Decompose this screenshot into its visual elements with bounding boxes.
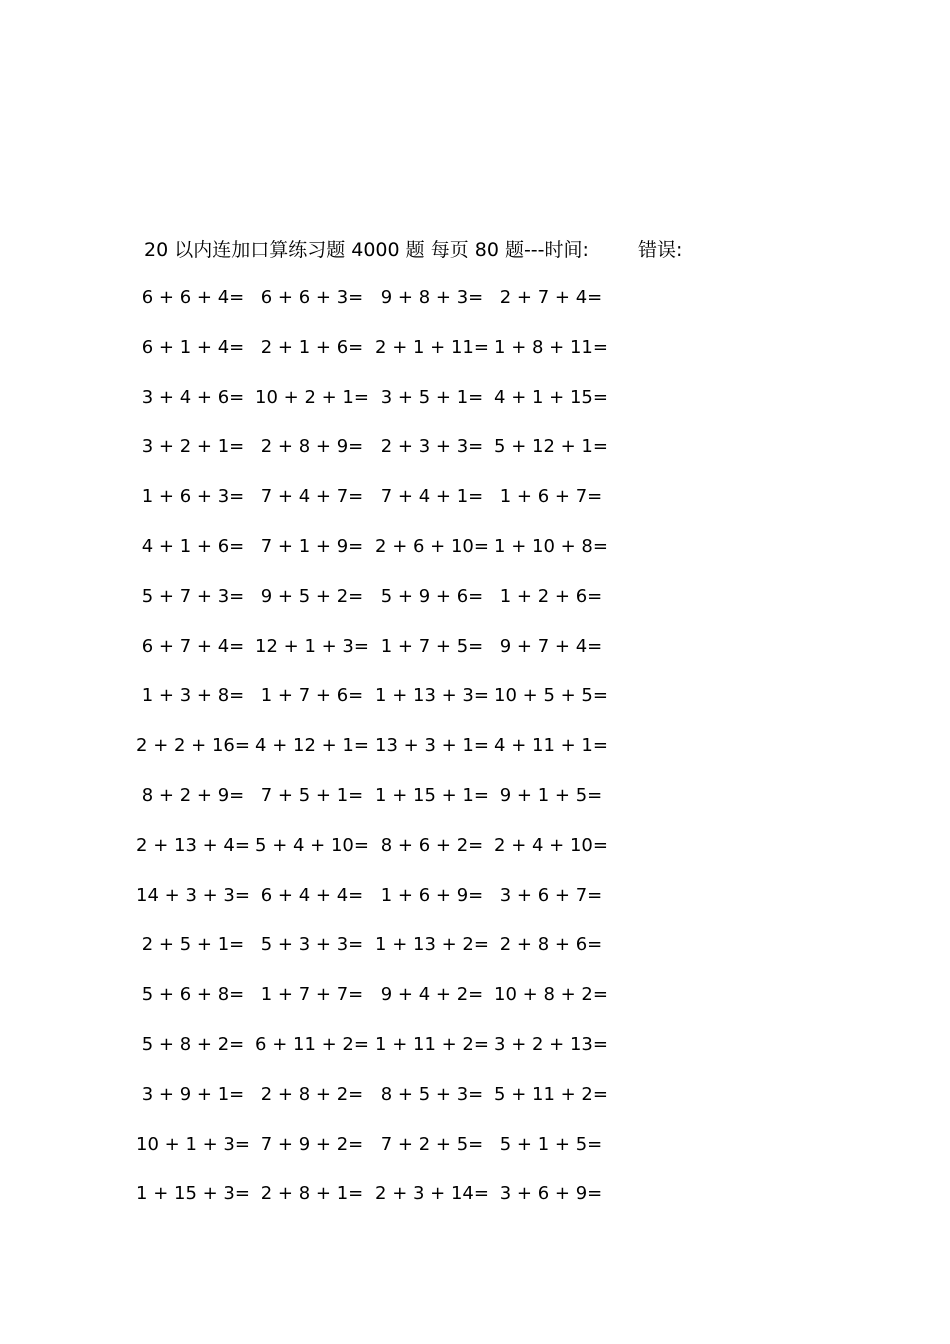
- problem-item: 10 + 2 + 1=: [255, 386, 369, 408]
- problem-row: [136, 1180, 664, 1230]
- error-count-label: 错误:: [638, 239, 683, 261]
- problem-item: 4 + 11 + 1=: [494, 735, 608, 757]
- problem-item: 6 + 11 + 2=: [255, 1033, 369, 1055]
- problem-item: 6 + 6 + 4=: [141, 287, 245, 308]
- problem-item: 1 + 3 + 8=: [141, 685, 245, 707]
- problem-item: 10 + 1 + 3=: [136, 1133, 250, 1155]
- problem-item: 2 + 13 + 4=: [136, 834, 250, 856]
- problem-row: [141, 633, 664, 683]
- problem-item: 6 + 4 + 4=: [260, 884, 364, 906]
- problem-item: 2 + 8 + 2=: [260, 1083, 364, 1105]
- problem-item: 12 + 1 + 3=: [255, 635, 369, 657]
- problem-item: 1 + 13 + 3=: [375, 685, 489, 707]
- problem-item: 5 + 1 + 5=: [499, 1133, 603, 1155]
- problem-item: 9 + 1 + 5=: [499, 784, 603, 806]
- problem-item: 1 + 15 + 3=: [136, 1183, 250, 1205]
- problem-item: 14 + 3 + 3=: [136, 884, 250, 906]
- problem-item: 2 + 3 + 14=: [375, 1183, 489, 1205]
- problem-item: 10 + 8 + 2=: [494, 984, 608, 1006]
- problem-item: 8 + 6 + 2=: [380, 834, 484, 856]
- problem-row: [141, 583, 664, 633]
- problem-item: 6 + 7 + 4=: [141, 635, 245, 657]
- problem-item: 9 + 8 + 3=: [380, 287, 484, 308]
- problem-item: 5 + 12 + 1=: [494, 436, 608, 458]
- problem-row: [141, 533, 664, 583]
- problem-item: 9 + 7 + 4=: [499, 635, 603, 657]
- problem-row: [141, 931, 664, 981]
- problem-item: 6 + 6 + 3=: [260, 287, 364, 308]
- problem-row: [141, 981, 664, 1031]
- problem-item: 1 + 15 + 1=: [375, 784, 489, 806]
- problem-item: 5 + 6 + 8=: [141, 984, 245, 1006]
- problem-item: 13 + 3 + 1=: [375, 735, 489, 757]
- problem-item: 3 + 2 + 13=: [494, 1033, 608, 1055]
- problem-item: 4 + 1 + 6=: [141, 535, 245, 557]
- problem-row: [141, 483, 664, 533]
- problem-item: 3 + 5 + 1=: [380, 386, 484, 408]
- problem-row: [141, 284, 664, 334]
- problem-item: 1 + 13 + 2=: [375, 934, 489, 956]
- problem-row: [141, 1081, 664, 1131]
- problem-item: 6 + 1 + 4=: [141, 336, 245, 358]
- worksheet-title: 20 以内连加口算练习题 4000 题 每页 80 题---时间:: [144, 239, 589, 261]
- problem-row: [136, 832, 664, 882]
- problem-item: 2 + 7 + 4=: [499, 287, 603, 308]
- problem-item: 2 + 5 + 1=: [141, 934, 245, 956]
- problem-row: [136, 882, 664, 932]
- problem-item: 2 + 8 + 9=: [260, 436, 364, 458]
- problem-item: 3 + 2 + 1=: [141, 436, 245, 458]
- problem-item: 1 + 7 + 5=: [380, 635, 484, 657]
- problem-item: 1 + 8 + 11=: [494, 336, 608, 358]
- problem-item: 2 + 3 + 3=: [380, 436, 484, 458]
- problem-item: 8 + 5 + 3=: [380, 1083, 484, 1105]
- problem-item: 9 + 4 + 2=: [380, 984, 484, 1006]
- problem-item: 2 + 1 + 6=: [260, 336, 364, 358]
- problem-item: 1 + 2 + 6=: [499, 585, 603, 607]
- problem-item: 2 + 2 + 16=: [136, 735, 250, 757]
- problem-item: 5 + 8 + 2=: [141, 1033, 245, 1055]
- problem-item: 5 + 9 + 6=: [380, 585, 484, 607]
- problem-item: 7 + 9 + 2=: [260, 1133, 364, 1155]
- problem-item: 7 + 1 + 9=: [260, 535, 364, 557]
- problem-item: 1 + 10 + 8=: [494, 535, 608, 557]
- problem-row: [141, 334, 664, 384]
- worksheet-header: [144, 236, 683, 264]
- problem-item: 5 + 11 + 2=: [494, 1083, 608, 1105]
- problem-item: 5 + 3 + 3=: [260, 934, 364, 956]
- problem-item: 10 + 5 + 5=: [494, 685, 608, 707]
- problem-item: 1 + 7 + 6=: [260, 685, 364, 707]
- problem-item: 1 + 6 + 3=: [141, 486, 245, 508]
- problem-item: 1 + 7 + 7=: [260, 984, 364, 1006]
- problem-row: [141, 384, 664, 434]
- problem-item: 4 + 1 + 15=: [494, 386, 608, 408]
- problem-item: 2 + 8 + 6=: [499, 934, 603, 956]
- problem-item: 1 + 6 + 9=: [380, 884, 484, 906]
- problem-row: [141, 782, 664, 832]
- problem-item: 9 + 5 + 2=: [260, 585, 364, 607]
- problem-item: 2 + 1 + 11=: [375, 336, 489, 358]
- problem-item: 5 + 7 + 3=: [141, 585, 245, 607]
- problem-item: 4 + 12 + 1=: [255, 735, 369, 757]
- problem-item: 5 + 4 + 10=: [255, 834, 369, 856]
- problem-item: 3 + 4 + 6=: [141, 386, 245, 408]
- problem-item: 7 + 2 + 5=: [380, 1133, 484, 1155]
- problem-item: 3 + 6 + 9=: [499, 1183, 603, 1205]
- problem-item: 2 + 6 + 10=: [375, 535, 489, 557]
- problem-item: 7 + 4 + 1=: [380, 486, 484, 508]
- problem-item: 8 + 2 + 9=: [141, 784, 245, 806]
- problem-row: [141, 1031, 664, 1081]
- problem-item: 1 + 11 + 2=: [375, 1033, 489, 1055]
- problem-row: [136, 732, 664, 782]
- problem-row: [141, 682, 664, 732]
- problem-row: [141, 433, 664, 483]
- problem-item: 3 + 6 + 7=: [499, 884, 603, 906]
- problem-row: [136, 1131, 664, 1181]
- problem-item: 7 + 5 + 1=: [260, 784, 364, 806]
- problem-grid: [136, 284, 664, 1230]
- problem-item: 1 + 6 + 7=: [499, 486, 603, 508]
- problem-item: 2 + 4 + 10=: [494, 834, 608, 856]
- problem-item: 7 + 4 + 7=: [260, 486, 364, 508]
- problem-item: 2 + 8 + 1=: [260, 1183, 364, 1205]
- problem-item: 3 + 9 + 1=: [141, 1083, 245, 1105]
